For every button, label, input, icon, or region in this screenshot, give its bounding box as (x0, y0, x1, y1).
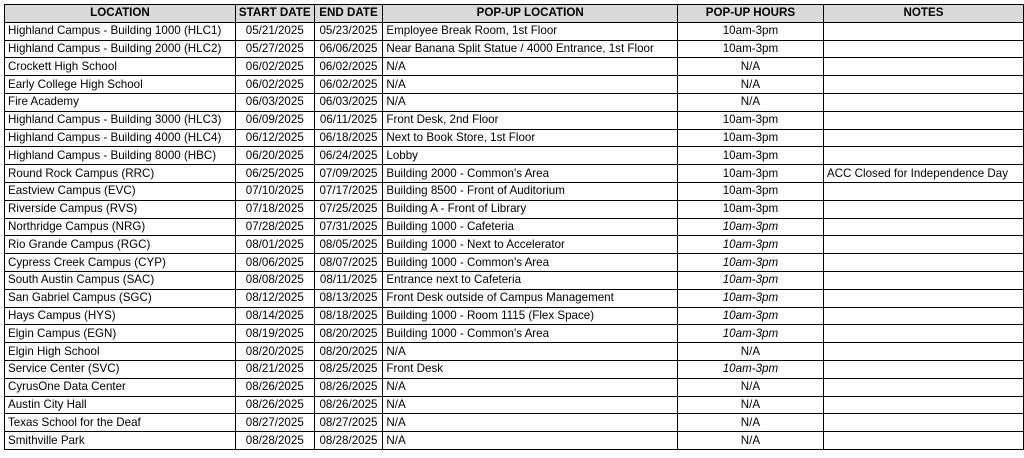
cell-start-date[interactable]: 06/12/2025 (235, 129, 314, 147)
cell-location[interactable]: San Gabriel Campus (SGC) (5, 289, 236, 307)
cell-notes[interactable] (823, 40, 1023, 58)
cell-start-date[interactable]: 05/21/2025 (235, 22, 314, 40)
table-row (5, 414, 1024, 432)
cell-popup-location[interactable]: Building 1000 - Room 1115 (Flex Space) (383, 307, 678, 325)
cell-start-date[interactable]: 08/26/2025 (235, 396, 314, 414)
cell-start-date[interactable]: 08/19/2025 (235, 325, 314, 343)
cell-start-date[interactable]: 06/03/2025 (235, 93, 314, 111)
cell-popup-hours[interactable]: 10am-3pm (677, 182, 823, 200)
cell-end-date[interactable]: 08/20/2025 (314, 343, 383, 361)
cell-popup-hours[interactable]: N/A (677, 396, 823, 414)
cell-notes[interactable] (823, 360, 1023, 378)
cell-notes[interactable] (823, 22, 1023, 40)
cell-location[interactable]: Rio Grande Campus (RGC) (5, 236, 236, 254)
cell-popup-location[interactable]: Front Desk, 2nd Floor (383, 111, 678, 129)
cell-start-date[interactable]: 06/20/2025 (235, 147, 314, 165)
table-row (5, 147, 1024, 165)
cell-end-date[interactable]: 08/11/2025 (314, 271, 383, 289)
cell-popup-hours[interactable]: 10am-3pm (677, 325, 823, 343)
cell-popup-hours[interactable]: 10am-3pm (677, 271, 823, 289)
cell-popup-hours[interactable]: 10am-3pm (677, 218, 823, 236)
table-row (5, 76, 1024, 94)
cell-end-date[interactable]: 08/20/2025 (314, 325, 383, 343)
cell-popup-location[interactable]: Next to Book Store, 1st Floor (383, 129, 678, 147)
cell-end-date[interactable]: 08/13/2025 (314, 289, 383, 307)
cell-popup-hours[interactable]: 10am-3pm (677, 236, 823, 254)
cell-end-date[interactable]: 05/23/2025 (314, 22, 383, 40)
cell-popup-hours[interactable]: N/A (677, 378, 823, 396)
cell-popup-hours[interactable]: N/A (677, 432, 823, 450)
table-row (5, 360, 1024, 378)
cell-end-date[interactable]: 08/05/2025 (314, 236, 383, 254)
cell-end-date[interactable]: 08/07/2025 (314, 254, 383, 272)
cell-end-date[interactable]: 08/26/2025 (314, 378, 383, 396)
cell-popup-hours[interactable]: N/A (677, 93, 823, 111)
cell-location[interactable]: Round Rock Campus (RRC) (5, 165, 236, 183)
cell-location[interactable]: South Austin Campus (SAC) (5, 271, 236, 289)
cell-notes[interactable] (823, 432, 1023, 450)
cell-location[interactable]: Texas School for the Deaf (5, 414, 236, 432)
header-popup-location[interactable]: POP-UP LOCATION (383, 5, 678, 23)
cell-end-date[interactable]: 08/26/2025 (314, 396, 383, 414)
cell-popup-hours[interactable]: N/A (677, 414, 823, 432)
cell-notes[interactable] (823, 218, 1023, 236)
cell-start-date[interactable]: 07/28/2025 (235, 218, 314, 236)
table-row (5, 40, 1024, 58)
cell-location[interactable]: Highland Campus - Building 3000 (HLC3) (5, 111, 236, 129)
cell-end-date[interactable]: 07/25/2025 (314, 200, 383, 218)
cell-start-date[interactable]: 07/18/2025 (235, 200, 314, 218)
cell-location[interactable]: Highland Campus - Building 2000 (HLC2) (5, 40, 236, 58)
cell-popup-location[interactable]: Building A - Front of Library (383, 200, 678, 218)
cell-popup-location[interactable]: Lobby (383, 147, 678, 165)
cell-popup-location[interactable]: Building 8500 - Front of Auditorium (383, 182, 678, 200)
header-end-date[interactable]: END DATE (314, 5, 383, 23)
cell-popup-hours[interactable]: 10am-3pm (677, 307, 823, 325)
table-row (5, 343, 1024, 361)
cell-start-date[interactable]: 06/02/2025 (235, 76, 314, 94)
cell-notes[interactable] (823, 200, 1023, 218)
cell-notes[interactable] (823, 307, 1023, 325)
cell-location[interactable]: Elgin High School (5, 343, 236, 361)
cell-popup-location[interactable]: N/A (383, 378, 678, 396)
cell-notes[interactable] (823, 378, 1023, 396)
popup-schedule-table (4, 4, 1024, 450)
cell-notes[interactable] (823, 129, 1023, 147)
cell-notes[interactable] (823, 76, 1023, 94)
cell-popup-location[interactable]: N/A (383, 414, 678, 432)
table-row (5, 218, 1024, 236)
table-row (5, 254, 1024, 272)
cell-popup-hours[interactable]: 10am-3pm (677, 22, 823, 40)
cell-end-date[interactable]: 06/11/2025 (314, 111, 383, 129)
cell-popup-hours[interactable]: 10am-3pm (677, 360, 823, 378)
cell-popup-hours[interactable]: 10am-3pm (677, 129, 823, 147)
cell-start-date[interactable]: 08/08/2025 (235, 271, 314, 289)
cell-popup-hours[interactable]: 10am-3pm (677, 200, 823, 218)
cell-popup-location[interactable]: Front Desk (383, 360, 678, 378)
table-row (5, 200, 1024, 218)
table-row (5, 129, 1024, 147)
cell-notes[interactable] (823, 289, 1023, 307)
cell-location[interactable]: Early College High School (5, 76, 236, 94)
cell-location[interactable]: Highland Campus - Building 1000 (HLC1) (5, 22, 236, 40)
cell-notes[interactable] (823, 414, 1023, 432)
cell-location[interactable]: Smithville Park (5, 432, 236, 450)
cell-start-date[interactable]: 06/02/2025 (235, 58, 314, 76)
cell-start-date[interactable]: 08/06/2025 (235, 254, 314, 272)
cell-popup-hours[interactable]: 10am-3pm (677, 111, 823, 129)
cell-notes[interactable] (823, 58, 1023, 76)
schedule-sheet (4, 4, 1024, 450)
cell-popup-location[interactable]: Building 1000 - Common's Area (383, 325, 678, 343)
cell-notes[interactable] (823, 236, 1023, 254)
cell-popup-location[interactable]: N/A (383, 396, 678, 414)
cell-end-date[interactable]: 06/24/2025 (314, 147, 383, 165)
cell-end-date[interactable]: 07/09/2025 (314, 165, 383, 183)
cell-popup-location[interactable]: Near Banana Split Statue / 4000 Entrance, 1st Floor (383, 40, 678, 58)
cell-location[interactable]: Hays Campus (HYS) (5, 307, 236, 325)
cell-notes[interactable] (823, 111, 1023, 129)
cell-notes[interactable] (823, 325, 1023, 343)
header-row (5, 5, 1024, 23)
cell-location[interactable]: CyrusOne Data Center (5, 378, 236, 396)
table-row (5, 111, 1024, 129)
cell-notes[interactable] (823, 343, 1023, 361)
table-row (5, 325, 1024, 343)
table-row (5, 58, 1024, 76)
cell-start-date[interactable]: 05/27/2025 (235, 40, 314, 58)
cell-location[interactable]: Highland Campus - Building 4000 (HLC4) (5, 129, 236, 147)
cell-location[interactable]: Highland Campus - Building 8000 (HBC) (5, 147, 236, 165)
cell-popup-location[interactable]: Entrance next to Cafeteria (383, 271, 678, 289)
table-row (5, 396, 1024, 414)
header-start-date[interactable]: START DATE (235, 5, 314, 23)
table-row (5, 378, 1024, 396)
cell-location[interactable]: Fire Academy (5, 93, 236, 111)
cell-popup-location[interactable]: Building 1000 - Cafeteria (383, 218, 678, 236)
cell-end-date[interactable]: 07/17/2025 (314, 182, 383, 200)
cell-popup-location[interactable]: N/A (383, 93, 678, 111)
table-row (5, 93, 1024, 111)
header-notes[interactable]: NOTES (823, 5, 1023, 23)
cell-location[interactable]: Riverside Campus (RVS) (5, 200, 236, 218)
cell-notes[interactable] (823, 93, 1023, 111)
cell-end-date[interactable]: 06/06/2025 (314, 40, 383, 58)
cell-location[interactable]: Northridge Campus (NRG) (5, 218, 236, 236)
cell-start-date[interactable]: 08/12/2025 (235, 289, 314, 307)
cell-popup-hours[interactable]: 10am-3pm (677, 40, 823, 58)
cell-end-date[interactable]: 08/18/2025 (314, 307, 383, 325)
cell-popup-location[interactable]: N/A (383, 432, 678, 450)
cell-notes[interactable] (823, 271, 1023, 289)
cell-popup-location[interactable]: Building 1000 - Common's Area (383, 254, 678, 272)
cell-popup-hours[interactable]: 10am-3pm (677, 147, 823, 165)
table-row (5, 432, 1024, 450)
cell-notes[interactable] (823, 396, 1023, 414)
table-row (5, 307, 1024, 325)
cell-start-date[interactable]: 06/25/2025 (235, 165, 314, 183)
cell-popup-location[interactable]: Front Desk outside of Campus Management (383, 289, 678, 307)
table-body (5, 22, 1024, 449)
cell-end-date[interactable]: 07/31/2025 (314, 218, 383, 236)
table-row (5, 165, 1024, 183)
cell-end-date[interactable]: 06/02/2025 (314, 76, 383, 94)
cell-popup-hours[interactable]: 10am-3pm (677, 254, 823, 272)
cell-location[interactable]: Elgin Campus (EGN) (5, 325, 236, 343)
cell-popup-location[interactable]: Employee Break Room, 1st Floor (383, 22, 678, 40)
cell-notes[interactable]: ACC Closed for Independence Day (823, 165, 1023, 183)
cell-start-date[interactable]: 06/09/2025 (235, 111, 314, 129)
cell-start-date[interactable]: 08/01/2025 (235, 236, 314, 254)
cell-start-date[interactable]: 08/27/2025 (235, 414, 314, 432)
cell-end-date[interactable]: 06/03/2025 (314, 93, 383, 111)
cell-location[interactable]: Cypress Creek Campus (CYP) (5, 254, 236, 272)
table-row (5, 182, 1024, 200)
cell-popup-hours[interactable]: N/A (677, 343, 823, 361)
cell-popup-hours[interactable]: N/A (677, 58, 823, 76)
cell-end-date[interactable]: 06/02/2025 (314, 58, 383, 76)
cell-popup-location[interactable]: Building 1000 - Next to Accelerator (383, 236, 678, 254)
table-row (5, 236, 1024, 254)
cell-start-date[interactable]: 08/26/2025 (235, 378, 314, 396)
cell-popup-hours[interactable]: 10am-3pm (677, 289, 823, 307)
cell-popup-hours[interactable]: N/A (677, 76, 823, 94)
table-row (5, 22, 1024, 40)
cell-end-date[interactable]: 08/27/2025 (314, 414, 383, 432)
cell-location[interactable]: Crockett High School (5, 58, 236, 76)
cell-end-date[interactable]: 06/18/2025 (314, 129, 383, 147)
cell-start-date[interactable]: 08/14/2025 (235, 307, 314, 325)
cell-start-date[interactable]: 08/21/2025 (235, 360, 314, 378)
cell-popup-location[interactable]: N/A (383, 343, 678, 361)
cell-location[interactable]: Service Center (SVC) (5, 360, 236, 378)
cell-notes[interactable] (823, 182, 1023, 200)
cell-location[interactable]: Eastview Campus (EVC) (5, 182, 236, 200)
cell-location[interactable]: Austin City Hall (5, 396, 236, 414)
cell-popup-hours[interactable]: 10am-3pm (677, 165, 823, 183)
cell-start-date[interactable]: 08/28/2025 (235, 432, 314, 450)
table-row (5, 289, 1024, 307)
cell-popup-location[interactable]: Building 2000 - Common's Area (383, 165, 678, 183)
cell-notes[interactable] (823, 147, 1023, 165)
cell-end-date[interactable]: 08/28/2025 (314, 432, 383, 450)
header-location[interactable]: LOCATION (5, 5, 236, 23)
cell-popup-location[interactable]: N/A (383, 76, 678, 94)
cell-end-date[interactable]: 08/25/2025 (314, 360, 383, 378)
table-row (5, 271, 1024, 289)
header-popup-hours[interactable]: POP-UP HOURS (677, 5, 823, 23)
cell-notes[interactable] (823, 254, 1023, 272)
cell-popup-location[interactable]: N/A (383, 58, 678, 76)
cell-start-date[interactable]: 08/20/2025 (235, 343, 314, 361)
cell-start-date[interactable]: 07/10/2025 (235, 182, 314, 200)
